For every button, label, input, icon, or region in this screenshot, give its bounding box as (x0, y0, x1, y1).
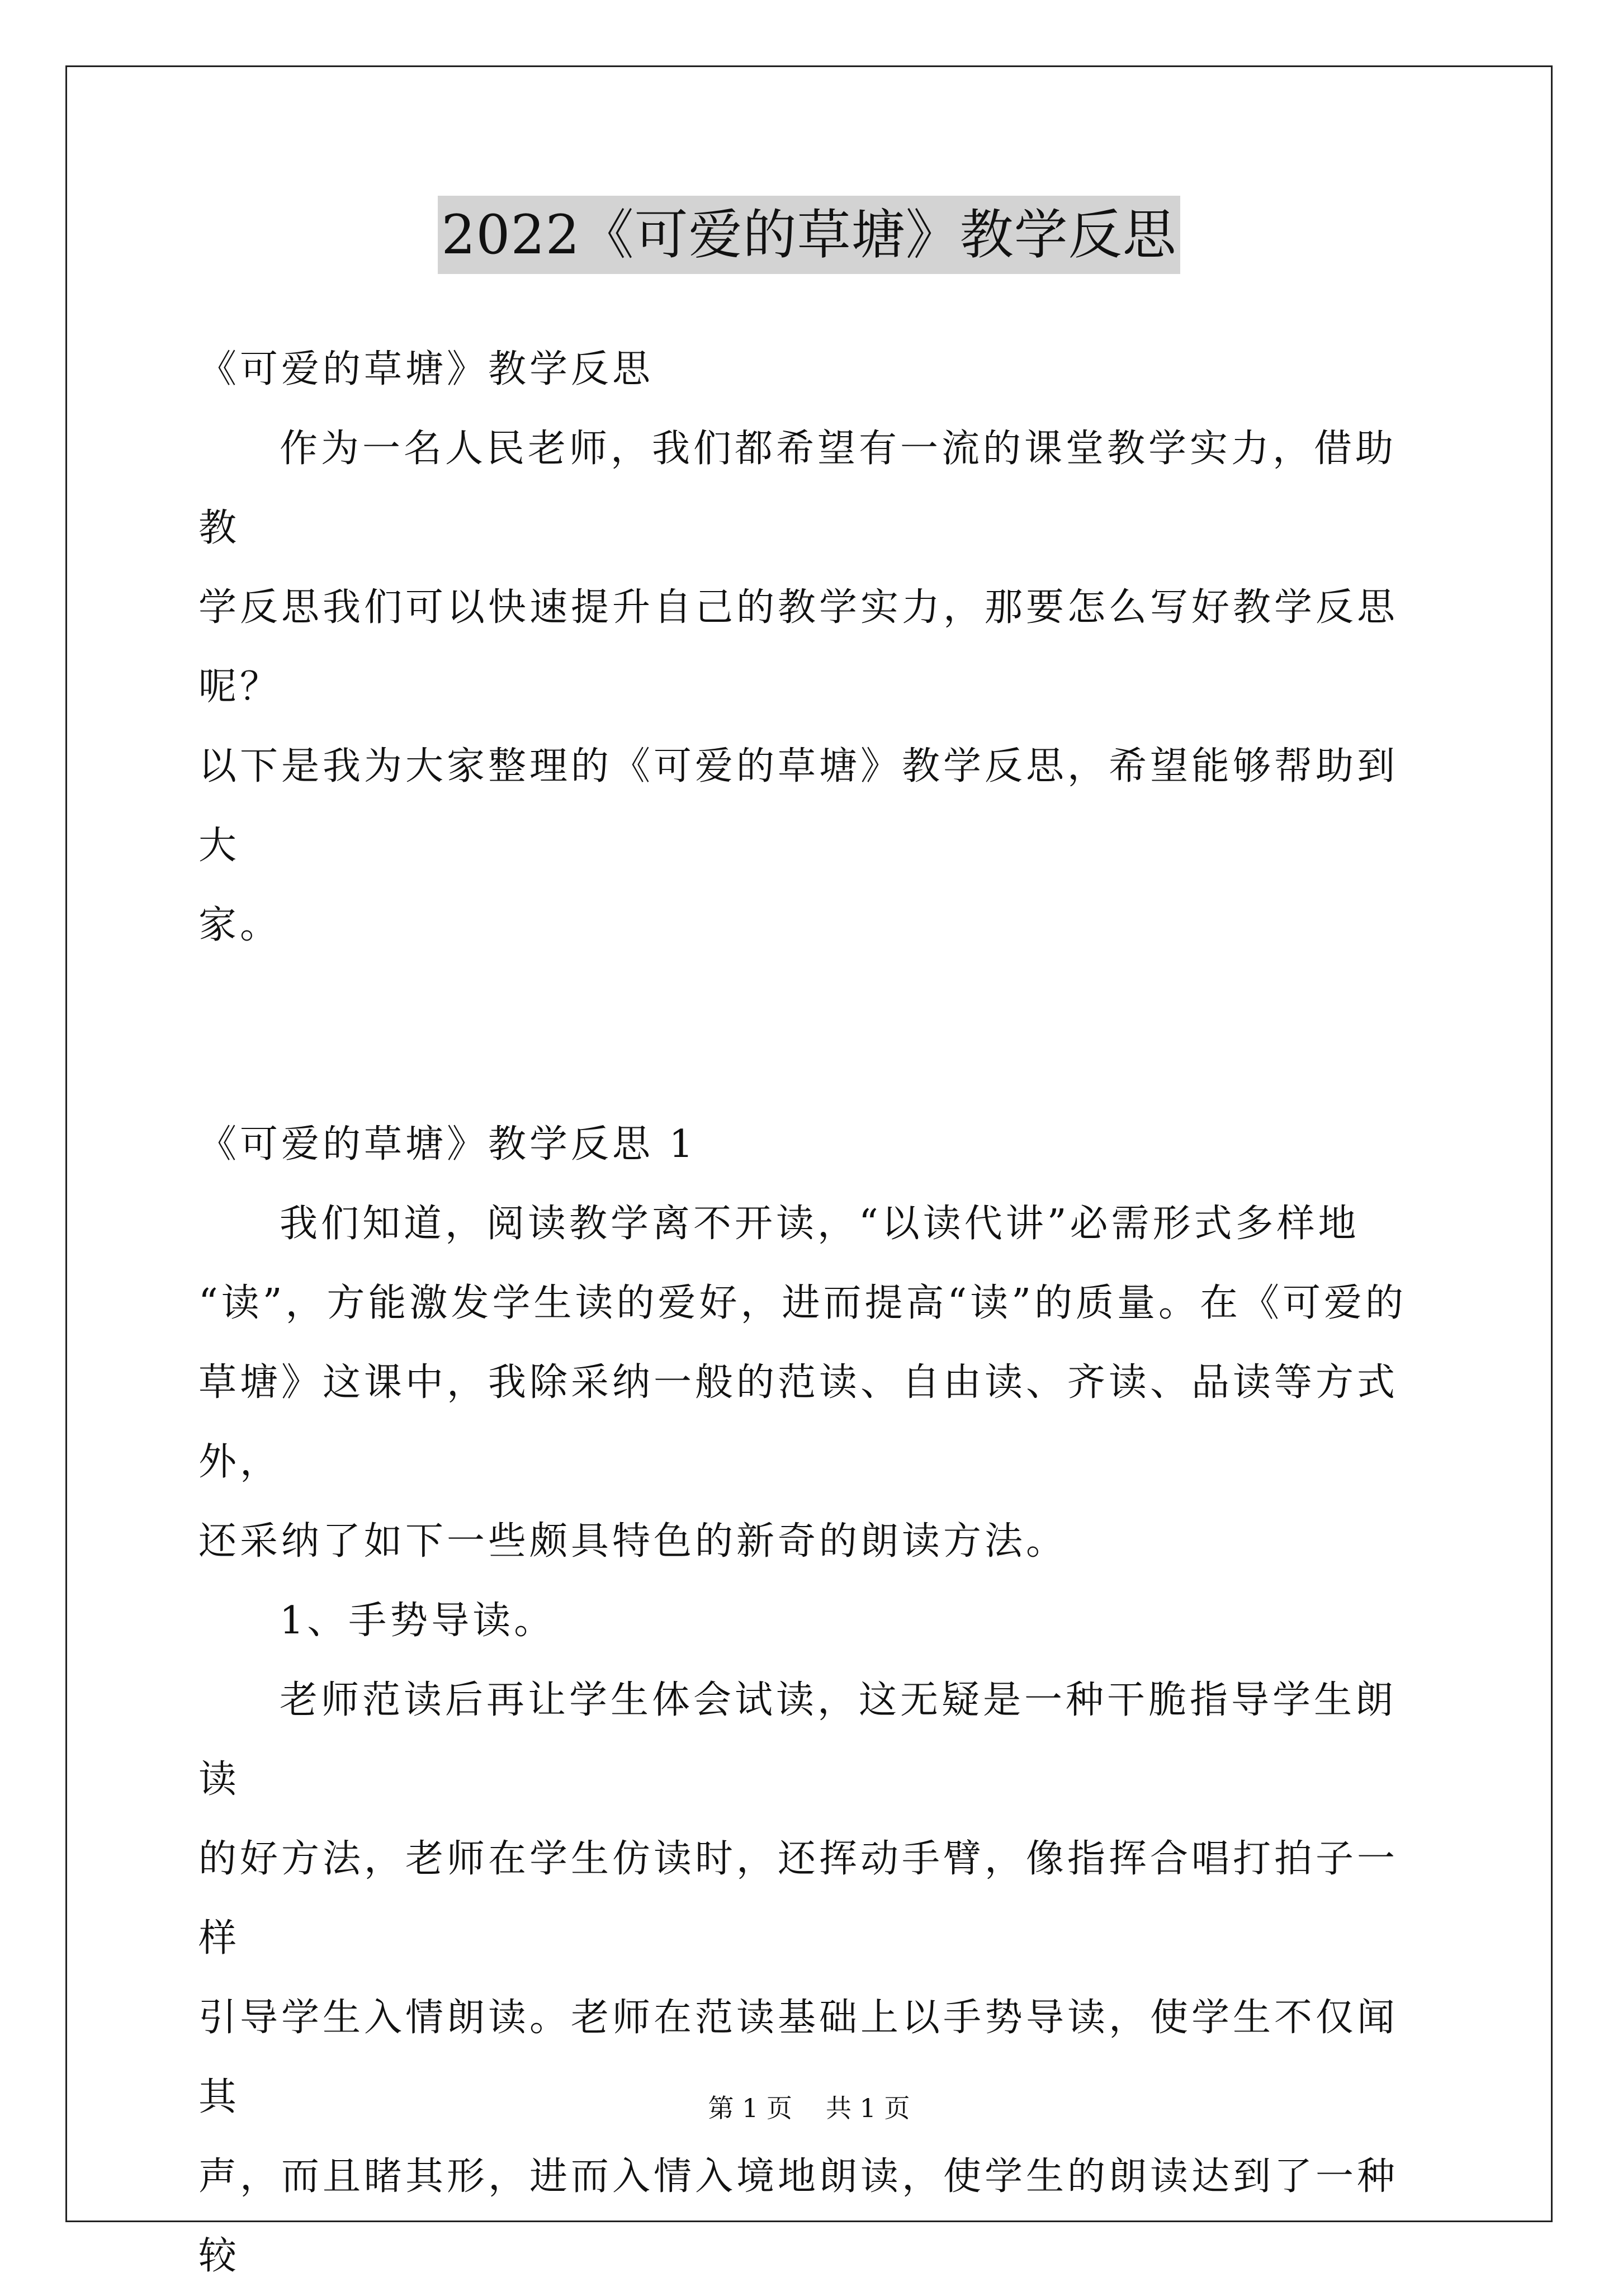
intro-line: 学反思我们可以快速提升自己的教学实力，那要怎么写好教学反思呢？ (198, 585, 1399, 709)
point-line: 声，而且睹其形，进而入情入境地朗读，使学生的朗读达到了一种较 (198, 2155, 1399, 2278)
document-subtitle: 《可爱的草塘》教学反思 (198, 347, 654, 391)
point-line: 的好方法，老师在学生仿读时，还挥动手臂，像指挥合唱打拍子一样 (198, 1837, 1399, 1960)
point-line: 老师范读后再让学生体会试读，这无疑是一种干脆指导学生朗读 (198, 1678, 1397, 1802)
section-heading: 《可爱的草塘》教学反思 1 (198, 1122, 697, 1166)
page-number: 第 1 页 (708, 2093, 792, 2123)
point-line: 引导学生入情朗读。老师在范读基础上以手势导读，使学生不仅闻其 (198, 1996, 1399, 2119)
section-line: “读”，方能激发学生读的爱好，进而提高“读”的质量。在《可爱的 (198, 1281, 1407, 1325)
paragraph-gap (198, 965, 1428, 1105)
document-title: 2022《可爱的草塘》教学反思 (438, 196, 1180, 274)
intro-line: 家。 (198, 903, 282, 947)
section-line: 还采纳了如下一些颇具特色的新奇的朗读方法。 (198, 1519, 1068, 1563)
page-footer (0, 2091, 1618, 2125)
title-container (0, 196, 1618, 274)
section-line: 我们知道，阅读教学离不开读，“以读代讲”必需形式多样地 (280, 1202, 1360, 1246)
document-body (198, 330, 1428, 2296)
page-total: 共 1 页 (826, 2093, 910, 2123)
intro-line: 作为一名人民老师，我们都希望有一流的课堂教学实力，借助教 (198, 427, 1397, 550)
point-heading: 1、手势导读。 (280, 1599, 556, 1643)
intro-line: 以下是我为大家整理的《可爱的草塘》教学反思，希望能够帮助到大 (198, 744, 1399, 868)
section-line: 草塘》这课中，我除采纳一般的范读、自由读、齐读、品读等方式外， (198, 1360, 1399, 1484)
